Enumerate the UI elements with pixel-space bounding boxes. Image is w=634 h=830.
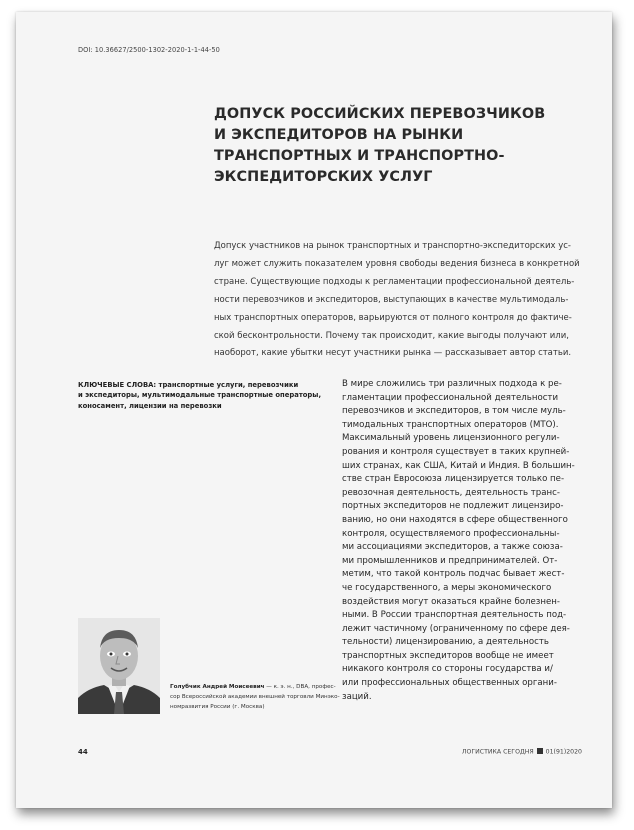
body-line: транспортных экспедиторов вообще не имеет [342,650,554,661]
body-line: ми промышленников и предпринимателей. От- [342,555,558,566]
body-line: рования и контроля существует в таких крупней- [342,446,570,457]
body-line: лежит частичному (ограниченному по сфере дея- [342,623,570,634]
body-line: Максимальный уровень лицензионного регули- [342,433,560,444]
body-line: ми ассоциациями экспедиторов, а также союза- [342,542,563,553]
article-title [214,104,554,188]
author-photo [78,618,160,714]
keywords-block [78,380,322,411]
body-line: че государственного, а меры экономического [342,582,552,593]
abstract-line: ных транспортных операторов, варьируются от полного контроля до фактиче- [214,312,572,323]
body-line: ванию, но они находятся в сфере общественного [342,514,568,525]
abstract-line: Допуск участников на рынок транспортных и транспортно-экспедиторских ус- [214,241,571,251]
abstract [214,238,586,363]
body-line: тельности) лицензированию, а деятельность [342,637,549,648]
square-bullet-icon [537,748,543,754]
article-body [342,378,588,704]
body-line: ными. В России транспортная деятельность под- [342,610,567,621]
body-line: гламентации профессиональной деятельности [342,392,559,403]
author-degree: — к. э. н., DBA, профес- [264,684,336,690]
body-line: ревозочная деятельность, деятельность транс- [342,487,560,498]
title-line: ЭКСПЕДИТОРСКИХ УСЛУГ [214,169,433,185]
body-line: заций. [342,691,372,702]
title-line: И ЭКСПЕДИТОРОВ НА РЫНКИ [214,127,464,143]
journal-page [16,12,612,808]
keywords-line: и экспедиторы, мультимодальные транспортные операторы, [78,391,322,400]
body-line: тимодальных транспортных операторов (МТО). [342,419,559,430]
body-line: контроля, осуществляемого профессиональны- [342,528,560,539]
keywords-line [78,380,318,390]
journal-issue: 01(91)2020 [545,748,582,756]
body-line: перевозчиков и экспедиторов, в том числе муль- [342,406,566,417]
keywords-label: КЛЮЧЕВЫЕ СЛОВА: [78,381,157,389]
doi-label: DOI: 10.36627/2500-1302-2020-1-1-44-50 [78,46,220,54]
author-name: Голубчик Андрей Моисеевич [170,684,265,690]
keywords-text: транспортные услуги, перевозчики [158,381,299,389]
abstract-line: ности перевозчиков и экспедиторов, выступающих в качестве мультимодаль- [214,294,569,305]
body-line: портных экспедиторов не подлежит лицензиро- [342,501,564,512]
author-info [170,682,370,713]
title-line: ДОПУСК РОССИЙСКИХ ПЕРЕВОЗЧИКОВ [214,106,546,122]
body-line: воздействия могут оказаться крайне болезнен- [342,596,560,607]
keywords-line: коносамент, лицензии на перевозки [78,401,222,410]
body-line: ших странах, как США, Китай и Индия. В большин- [342,460,575,471]
author-portrait-image [78,618,160,714]
body-line: В мире сложились три различных подхода к ре- [342,379,562,389]
body-line: метим, что такой контроль подчас бывает жест- [342,569,565,580]
author-line [170,682,370,692]
page-number: 44 [78,748,88,756]
author-line: номразвития России (г. Москва) [170,704,265,711]
abstract-line: стране. Существующие подходы к регламентации профессиональной деятель- [214,276,575,287]
author-line: сор Всероссийской академии внешней торговли Минэко- [170,694,340,701]
body-line: стве стран Евросоюза лицензируется только пе- [342,474,565,485]
abstract-line: луг может служить показателем уровня свободы ведения бизнеса в конкретной [214,258,580,269]
journal-name: ЛОГИСТИКА СЕГОДНЯ [461,748,534,756]
body-line: никакого контроля со стороны государства и/ [342,664,553,675]
body-line: или профессиональных общественных органи- [342,678,557,689]
abstract-line: наоборот, какие убытки несут участники рынка — рассказывает автор статьи. [214,348,572,359]
journal-footer [462,748,582,756]
abstract-line: ской бесконтрольности. Почему так происходит, какие выгоды получают или, [214,330,569,341]
title-line: ТРАНСПОРТНЫХ И ТРАНСПОРТНО- [214,148,505,164]
